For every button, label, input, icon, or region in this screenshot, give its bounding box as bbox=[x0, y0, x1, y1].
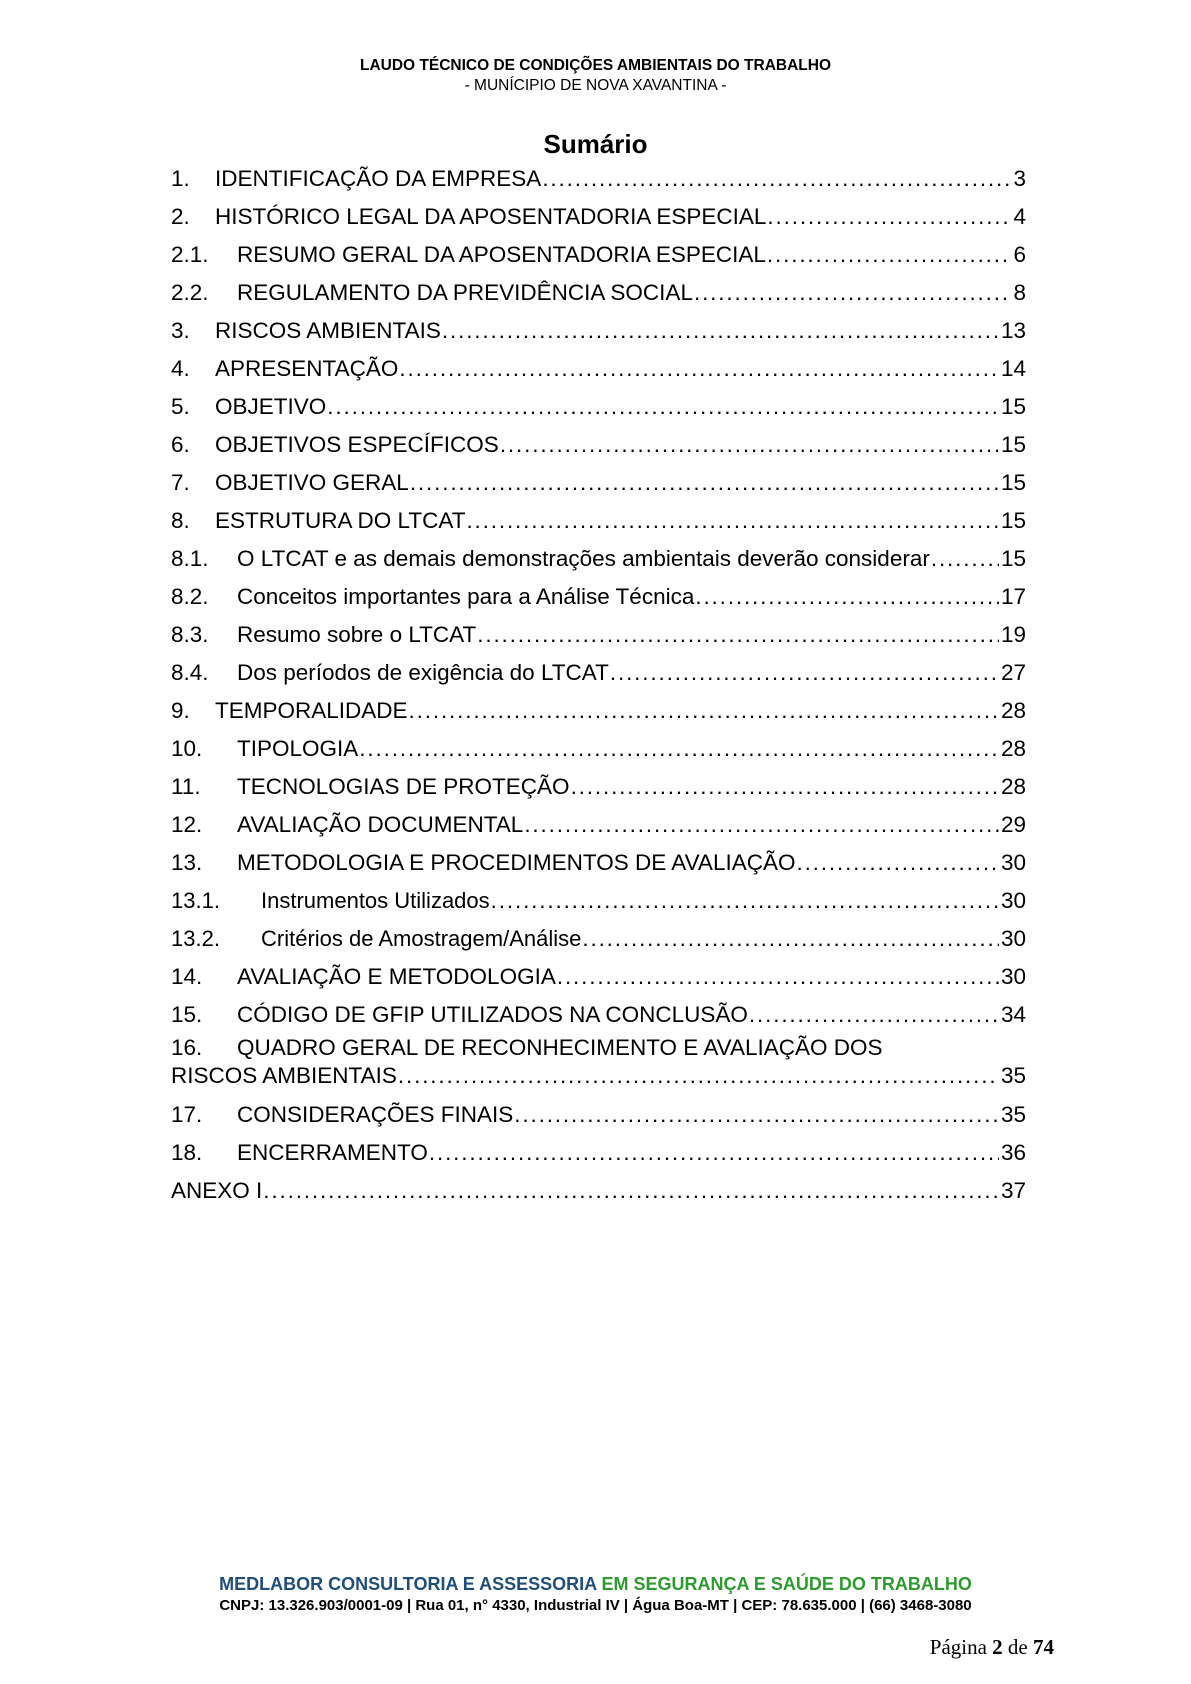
toc-entry-label: Dos períodos de exigência do LTCAT bbox=[237, 660, 609, 685]
toc-entry-number: 4. bbox=[171, 356, 190, 381]
toc-entry-label: METODOLOGIA E PROCEDIMENTOS DE AVALIAÇÃO bbox=[237, 850, 796, 875]
toc-entry-page: 8 bbox=[1013, 280, 1026, 305]
toc-entry[interactable] bbox=[171, 388, 1026, 426]
toc-entry[interactable] bbox=[171, 540, 1026, 578]
toc-entry-page: 15 bbox=[1000, 508, 1026, 533]
toc-entry-label: Instrumentos Utilizados bbox=[261, 888, 490, 913]
toc-entry[interactable] bbox=[171, 806, 1026, 844]
toc-entry[interactable] bbox=[171, 350, 1026, 388]
toc-entry-label: Critérios de Amostragem/Análise bbox=[261, 926, 582, 951]
toc-entry-label: OBJETIVO bbox=[215, 394, 327, 419]
toc-entry-page: 13 bbox=[1000, 318, 1026, 343]
toc-entry-number: 2.2. bbox=[171, 280, 209, 305]
toc-entry[interactable] bbox=[171, 730, 1026, 768]
toc-leader-dots bbox=[557, 958, 999, 996]
toc-entry[interactable] bbox=[171, 958, 1026, 996]
toc-entry[interactable] bbox=[171, 160, 1026, 198]
toc-entry-number: 18. bbox=[171, 1140, 203, 1165]
toc-entry[interactable] bbox=[171, 692, 1026, 730]
toc-leader-dots bbox=[582, 920, 999, 958]
page-number-prefix: Página bbox=[929, 1635, 987, 1659]
toc-entry-page: 29 bbox=[1000, 812, 1026, 837]
toc-entry[interactable] bbox=[171, 312, 1026, 350]
toc-entry-label: ESTRUTURA DO LTCAT bbox=[215, 508, 466, 533]
footer-company bbox=[0, 1573, 1191, 1595]
toc-entry-number: 2.1. bbox=[171, 242, 209, 267]
toc-entry[interactable] bbox=[171, 1096, 1026, 1134]
toc-leader-dots bbox=[409, 692, 999, 730]
toc-entry-number: 12. bbox=[171, 812, 203, 837]
toc-entry[interactable] bbox=[171, 1034, 1026, 1096]
toc-leader-dots bbox=[500, 426, 999, 464]
toc-entry-page: 28 bbox=[1000, 736, 1026, 761]
toc-entry-number: 8.1. bbox=[171, 546, 209, 571]
toc-entry-label: ENCERRAMENTO bbox=[237, 1140, 428, 1165]
toc-entry-label: RESUMO GERAL DA APOSENTADORIA ESPECIAL bbox=[237, 242, 766, 267]
toc-entry-page: 35 bbox=[1000, 1063, 1026, 1088]
toc-entry-label: APRESENTAÇÃO bbox=[215, 356, 399, 381]
toc-entry-number: 8.4. bbox=[171, 660, 209, 685]
toc-entry-label: RISCOS AMBIENTAIS bbox=[215, 318, 441, 343]
document-footer bbox=[0, 1573, 1191, 1617]
toc-entry-page: 30 bbox=[1000, 964, 1026, 989]
toc-leader-dots bbox=[767, 236, 1012, 274]
toc-entry-page: 37 bbox=[1000, 1178, 1026, 1203]
toc-entry-page: 34 bbox=[1000, 1002, 1026, 1027]
toc-leader-dots bbox=[466, 502, 999, 540]
toc-entry[interactable] bbox=[171, 426, 1026, 464]
toc-leader-dots bbox=[477, 616, 999, 654]
toc-entry-number: 8.2. bbox=[171, 584, 209, 609]
toc-leader-dots bbox=[263, 1172, 999, 1210]
toc-leader-dots bbox=[767, 198, 1011, 236]
toc-entry[interactable] bbox=[171, 502, 1026, 540]
toc-entry-number: 8.3. bbox=[171, 622, 209, 647]
toc-leader-dots bbox=[571, 768, 999, 806]
toc-leader-dots bbox=[410, 464, 999, 502]
toc-entry-page: 19 bbox=[1000, 622, 1026, 647]
toc-leader-dots bbox=[429, 1134, 999, 1172]
toc-entry-label: HISTÓRICO LEGAL DA APOSENTADORIA ESPECIAL bbox=[215, 204, 767, 229]
toc-entry-label-continued: RISCOS AMBIENTAIS bbox=[171, 1063, 397, 1088]
toc-entry-page: 28 bbox=[1000, 698, 1026, 723]
toc-entry[interactable] bbox=[171, 920, 1026, 958]
toc-leader-dots bbox=[399, 350, 999, 388]
toc-entry-number: 8. bbox=[171, 508, 190, 533]
toc-entry-label: TIPOLOGIA bbox=[237, 736, 359, 761]
toc-entry-label: Conceitos importantes para a Análise Técnica bbox=[237, 584, 695, 609]
toc-leader-dots bbox=[398, 1062, 999, 1090]
toc-entry[interactable] bbox=[171, 1134, 1026, 1172]
toc-entry-number: 13.1. bbox=[171, 888, 220, 913]
page-number-total: 74 bbox=[1033, 1635, 1054, 1659]
toc-leader-dots bbox=[695, 578, 999, 616]
toc-entry-number: 9. bbox=[171, 698, 190, 723]
toc-leader-dots bbox=[514, 1096, 999, 1134]
toc-entry-label: IDENTIFICAÇÃO DA EMPRESA bbox=[215, 166, 542, 191]
toc-entry[interactable] bbox=[171, 464, 1026, 502]
footer-company-name: MEDLABOR CONSULTORIA E ASSESSORIA bbox=[219, 1574, 597, 1594]
toc-entry-number: 15. bbox=[171, 1002, 203, 1027]
toc-entry-number: 2. bbox=[171, 204, 190, 229]
toc-leader-dots bbox=[327, 388, 999, 426]
toc-entry[interactable] bbox=[171, 768, 1026, 806]
toc-entry-number: 5. bbox=[171, 394, 190, 419]
toc-entry-page: 35 bbox=[1000, 1102, 1026, 1127]
toc-entry-page: 17 bbox=[1000, 584, 1026, 609]
toc-leader-dots bbox=[442, 312, 999, 350]
toc-entry-label: REGULAMENTO DA PREVIDÊNCIA SOCIAL bbox=[237, 280, 693, 305]
toc-entry-page: 3 bbox=[1013, 166, 1026, 191]
toc-entry-page: 15 bbox=[1000, 470, 1026, 495]
toc-entry-number: 16. bbox=[171, 1035, 203, 1060]
toc-entry-number: 14. bbox=[171, 964, 203, 989]
toc-entry-number: 3. bbox=[171, 318, 190, 343]
toc-leader-dots bbox=[931, 540, 999, 578]
toc-leader-dots bbox=[610, 654, 999, 692]
footer-company-tagline: EM SEGURANÇA E SAÚDE DO TRABALHO bbox=[601, 1574, 972, 1594]
page-number bbox=[930, 1635, 1054, 1660]
page-number-current: 2 bbox=[992, 1635, 1003, 1659]
toc-entry-page: 4 bbox=[1013, 204, 1026, 229]
toc-entry-label: Resumo sobre o LTCAT bbox=[237, 622, 477, 647]
toc-entry-number: 11. bbox=[171, 774, 201, 799]
toc-entry-label: OBJETIVO GERAL bbox=[215, 470, 409, 495]
toc-entry[interactable] bbox=[171, 236, 1026, 274]
toc-entry-page: 30 bbox=[1000, 888, 1026, 913]
toc-entry-label: TECNOLOGIAS DE PROTEÇÃO bbox=[237, 774, 570, 799]
toc-leader-dots bbox=[524, 806, 999, 844]
toc-entry-page: 28 bbox=[1000, 774, 1026, 799]
toc-entry[interactable] bbox=[171, 1172, 1026, 1210]
toc-entry-label: CONSIDERAÇÕES FINAIS bbox=[237, 1102, 514, 1127]
toc-entry-number: 13. bbox=[171, 850, 203, 875]
toc-entry-label: AVALIAÇÃO E METODOLOGIA bbox=[237, 964, 556, 989]
toc-entry-page: 36 bbox=[1000, 1140, 1026, 1165]
header-title: LAUDO TÉCNICO DE CONDIÇÕES AMBIENTAIS DO TRABALHO bbox=[359, 57, 832, 74]
toc-entry-number: 17. bbox=[171, 1102, 203, 1127]
table-of-contents bbox=[171, 160, 1026, 1210]
toc-entry[interactable] bbox=[171, 844, 1026, 882]
toc-entry-label: CÓDIGO DE GFIP UTILIZADOS NA CONCLUSÃO bbox=[237, 1002, 748, 1027]
toc-entry-label: TEMPORALIDADE bbox=[215, 698, 408, 723]
toc-entry-number: 10. bbox=[171, 736, 203, 761]
toc-entry-label: AVALIAÇÃO DOCUMENTAL bbox=[237, 812, 524, 837]
toc-entry[interactable] bbox=[171, 198, 1026, 236]
toc-leader-dots bbox=[796, 844, 999, 882]
toc-entry[interactable] bbox=[171, 996, 1026, 1034]
toc-entry-label: O LTCAT e as demais demonstrações ambientais deverão considerar bbox=[237, 546, 930, 571]
footer-address: CNPJ: 13.326.903/0001-09 | Rua 01, n° 4330, Industrial IV | Água Boa-MT | CEP: 78.635.000 | (66) 3468-3080 bbox=[219, 1597, 972, 1614]
toc-entry[interactable] bbox=[171, 882, 1026, 920]
toc-entry-label: QUADRO GERAL DE RECONHECIMENTO E AVALIAÇÃO DOS bbox=[237, 1035, 883, 1060]
toc-entry[interactable] bbox=[171, 616, 1026, 654]
document-header bbox=[0, 56, 1191, 96]
toc-title: Sumário bbox=[543, 129, 648, 159]
toc-entry-page: 15 bbox=[1000, 432, 1026, 457]
toc-leader-dots bbox=[491, 882, 999, 920]
toc-entry[interactable] bbox=[171, 654, 1026, 692]
toc-entry-number: 6. bbox=[171, 432, 190, 457]
toc-leader-dots bbox=[749, 996, 999, 1034]
toc-entry-page: 15 bbox=[1000, 394, 1026, 419]
toc-leader-dots bbox=[542, 160, 1011, 198]
toc-entry-number: 13.2. bbox=[171, 926, 220, 951]
toc-entry-number: 7. bbox=[171, 470, 190, 495]
toc-leader-dots bbox=[694, 274, 1012, 312]
toc-entry-page: 27 bbox=[1000, 660, 1026, 685]
toc-entry-page: 6 bbox=[1013, 242, 1026, 267]
toc-entry[interactable] bbox=[171, 274, 1026, 312]
toc-entry-page: 15 bbox=[1000, 546, 1026, 571]
toc-leader-dots bbox=[359, 730, 999, 768]
toc-entry-label: ANEXO I bbox=[171, 1178, 263, 1203]
header-subtitle: - MUNÍCIPIO DE NOVA XAVANTINA - bbox=[464, 77, 727, 94]
toc-entry-label: OBJETIVOS ESPECÍFICOS bbox=[215, 432, 499, 457]
toc-entry-page: 30 bbox=[1000, 926, 1026, 951]
toc-entry-page: 30 bbox=[1000, 850, 1026, 875]
toc-entry-page: 14 bbox=[1000, 356, 1026, 381]
toc-entry-number: 1. bbox=[171, 166, 190, 191]
page-number-separator: de bbox=[1007, 1635, 1028, 1659]
toc-entry[interactable] bbox=[171, 578, 1026, 616]
